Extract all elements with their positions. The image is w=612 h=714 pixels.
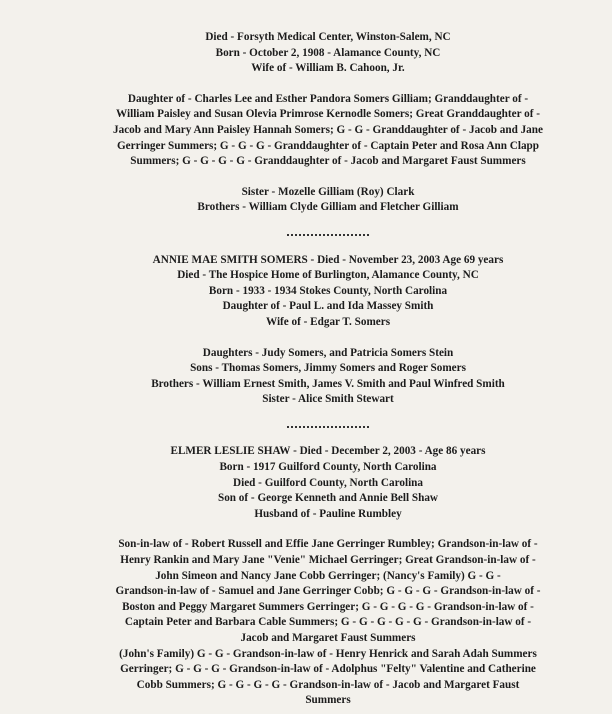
lineage-line: William Paisley and Susan Olevia Primrose Kernodle Somers; Great Granddaughter of - [116,108,540,121]
spouse-line: Wife of - William B. Cahoon, Jr. [251,62,405,75]
lineage-line: Gerringer Summers; G - G - G - Granddaughter of - Captain Peter and Rosa Ann Clapp [116,139,540,152]
birth-line: Born - 1933 - 1934 Stokes County, North Carolina [208,284,448,297]
lineage-line: Boston and Peggy Margaret Summers Gerringer; G - G - G - G - Grandson-in-law of - [122,600,534,613]
lineage-line: Jacob and Margaret Faust Summers [240,632,416,644]
brothers-line: Brothers - William Ernest Smith, James V. Smith and Paul Winfred Smith [151,377,505,390]
section-2-header [104,253,552,331]
lineage-line: Henry Rankin and Mary Jane "Venie" Michael Gerringer; Great Grandson-in-law of - [120,554,536,567]
lineage-line: John Simeon and Nancy Jane Cobb Gerringer; (Nancy's Family) G - G - [155,569,501,582]
lineage-line: (John's Family) G - G - Grandson-in-law of - Henry Henrick and Sarah Adah Summers [119,647,537,660]
brothers-line: Brothers - William Clyde Gilliam and Fletcher Gilliam [197,201,459,214]
death-line: Died - Guilford County, North Carolina [233,476,423,489]
spouse-line: Husband of - Pauline Rumbley [254,507,402,520]
birth-line: Born - October 2, 1908 - Alamance County, NC [215,46,441,59]
lineage-line: Jacob and Mary Ann Paisley Hannah Somers; G - G - Granddaughter of - Jacob and Jane [113,123,543,136]
section-1-header [104,30,552,77]
obituary-title: ELMER LESLIE SHAW - Died - December 2, 2003 - Age 86 years [170,445,486,458]
section-3-header [104,444,552,522]
section-1-family [104,185,552,216]
sons-line: Sons - Thomas Somers, Jimmy Somers and Roger Somers [190,362,466,375]
lineage-line: Son-in-law of - Robert Russell and Effie Jane Gerringer Rumbley; Grandson-in-law of - [118,538,538,551]
section-2-family [104,346,552,408]
lineage-line: Summers; G - G - G - G - Granddaughter of - Jacob and Margaret Faust Summers [130,155,526,168]
parents-line: Son of - George Kenneth and Annie Bell Shaw [217,492,439,505]
lineage-line: Captain Peter and Barbara Cable Summers; G - G - G - G - G - Grandson-in-law of - [124,616,532,629]
parents-line: Daughter of - Paul L. and Ida Massey Smith [222,300,434,313]
death-line: Died - The Hospice Home of Burlington, Alamance County, NC [177,269,479,282]
birth-line: Born - 1917 Guilford County, North Carolina [219,461,437,474]
separator-divider [104,226,552,242]
lineage-line: Cobb Summers; G - G - G - G - Grandson-in-law of - Jacob and Margaret Faust [136,678,520,691]
obituary-title: ANNIE MAE SMITH SOMERS - Died - November 23, 2003 Age 69 years [152,253,504,266]
lineage-line: Grandson-in-law of - Samuel and Jane Gerringer Cobb; G - G - G - Grandson-in-law of - [115,585,541,598]
daughters-line: Daughters - Judy Somers, and Patricia Somers Stein [202,346,454,359]
section-3-lineage [104,537,552,709]
spouse-line: Wife of - Edgar T. Somers [265,315,391,328]
lineage-line: Gerringer; G - G - G - Grandson-in-law of - Adolphus "Felty" Valentine and Catherine [120,663,536,676]
death-line: Died - Forsyth Medical Center, Winston-Salem, NC [205,31,451,43]
sister-line: Sister - Mozelle Gilliam (Roy) Clark [241,185,415,198]
lineage-line: Daughter of - Charles Lee and Esther Pandora Somers Gilliam; Granddaughter of - [127,92,529,105]
separator-divider [104,418,552,434]
sister-line: Sister - Alice Smith Stewart [262,393,394,406]
section-1-lineage [104,92,552,170]
lineage-line: Summers [305,694,351,707]
